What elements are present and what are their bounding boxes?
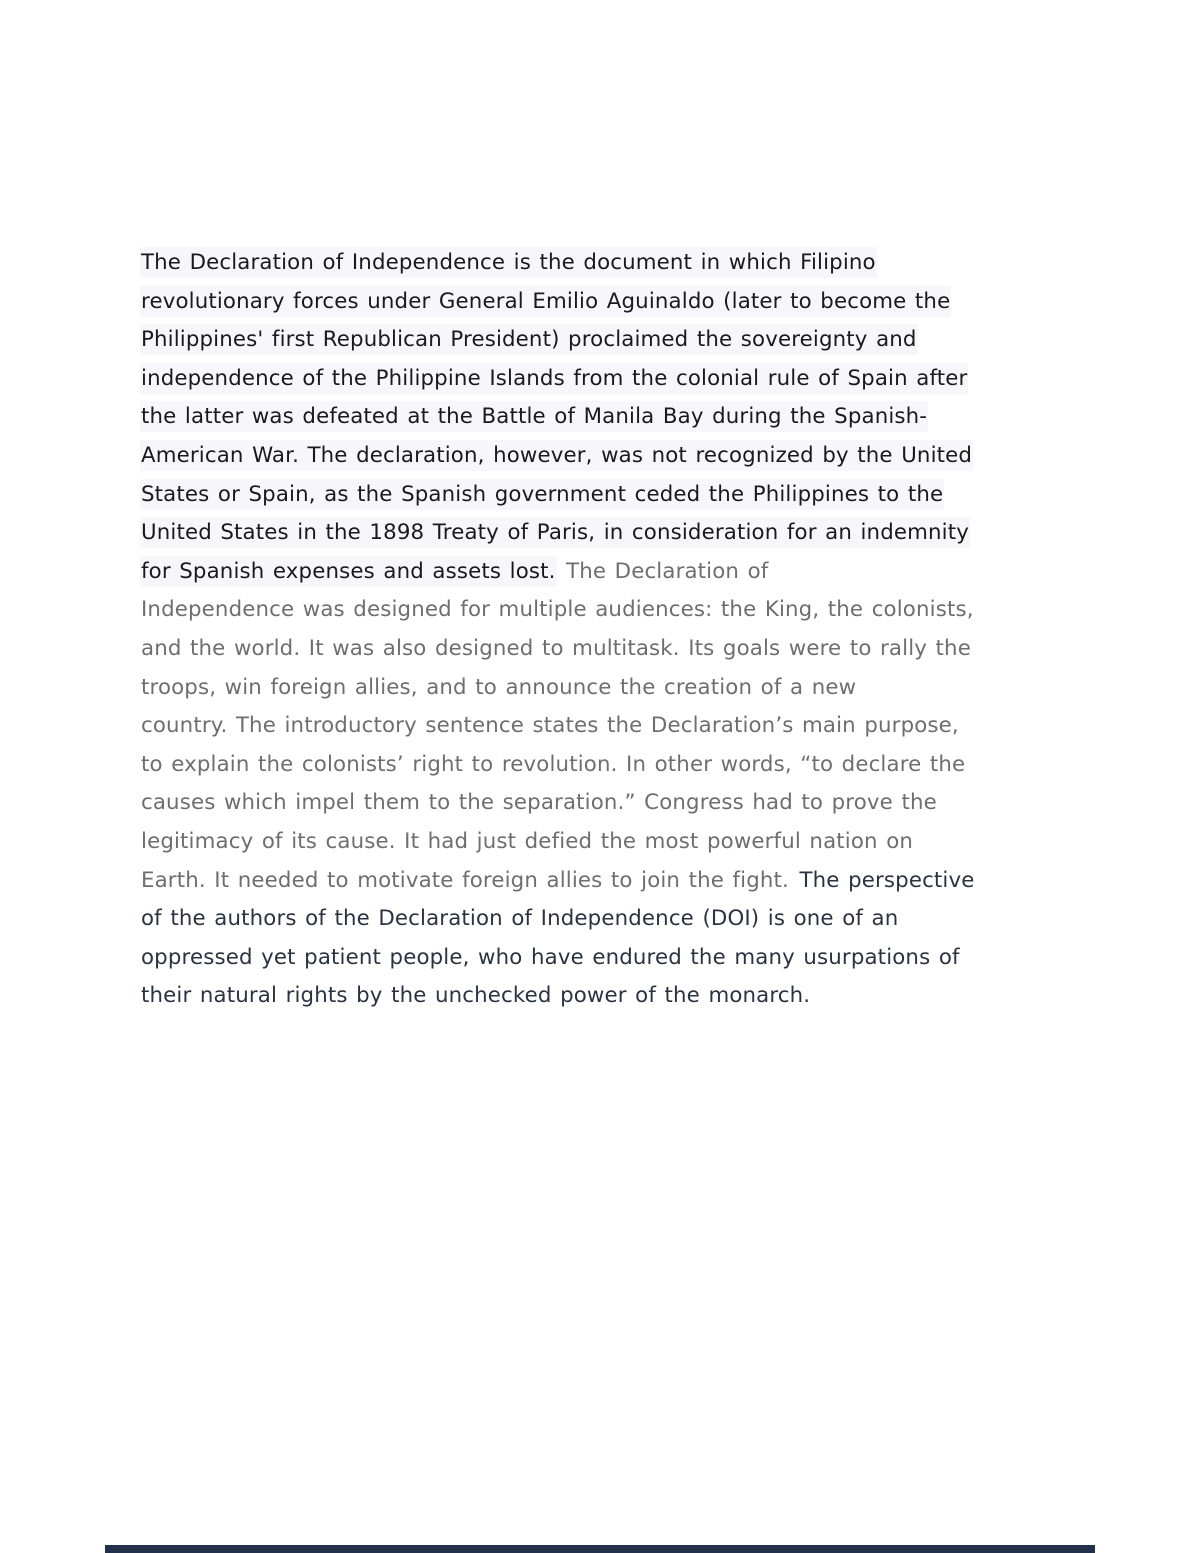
text-segment: Independence was designed for multiple audiences: the King, the colonists, xyxy=(141,597,974,623)
text-segment: Earth. It needed to motivate foreign allies to join the fight. xyxy=(141,867,789,893)
text-line xyxy=(140,977,1120,1016)
text-segment: their natural rights by the unchecked power of the monarch. xyxy=(141,983,811,1009)
text-segment: American War. The declaration, however, was not recognized by the United xyxy=(140,440,973,471)
text-line xyxy=(140,746,1120,785)
text-line xyxy=(140,784,1120,823)
text-line xyxy=(140,591,1120,630)
text-segment: causes which impel them to the separation.” Congress had to prove the xyxy=(141,790,937,816)
text-segment: oppressed yet patient people, who have endured the many usurpations of xyxy=(141,944,960,970)
text-line xyxy=(140,321,1120,360)
text-segment: The Declaration of xyxy=(557,558,769,584)
paragraph-block xyxy=(140,244,1120,1016)
text-segment: revolutionary forces under General Emilio Aguinaldo (later to become the xyxy=(140,286,951,317)
text-line xyxy=(140,476,1120,515)
text-line xyxy=(140,669,1120,708)
text-segment: and the world. It was also designed to multitask. Its goals were to rally the xyxy=(141,635,971,661)
text-line xyxy=(140,862,1120,901)
text-line xyxy=(140,437,1120,476)
text-segment: The Declaration of Independence is the document in which Filipino xyxy=(140,247,877,278)
text-segment: Philippines' first Republican President) proclaimed the sovereignty and xyxy=(140,324,918,355)
text-line xyxy=(140,900,1120,939)
text-line xyxy=(140,514,1120,553)
text-line xyxy=(140,823,1120,862)
text-segment: States or Spain, as the Spanish government ceded the Philippines to the xyxy=(140,479,944,510)
text-line xyxy=(140,283,1120,322)
text-segment: The perspective xyxy=(790,867,975,893)
text-segment: country. The introductory sentence states the Declaration’s main purpose, xyxy=(141,713,959,739)
text-line xyxy=(140,939,1120,978)
text-segment: troops, win foreign allies, and to announce the creation of a new xyxy=(141,674,857,700)
next-page-edge xyxy=(105,1545,1095,1553)
text-segment: the latter was defeated at the Battle of Manila Bay during the Spanish- xyxy=(140,401,928,432)
text-segment: legitimacy of its cause. It had just defied the most powerful nation on xyxy=(141,828,914,854)
text-line xyxy=(140,553,1120,592)
text-line xyxy=(140,360,1120,399)
text-segment: independence of the Philippine Islands from the colonial rule of Spain after xyxy=(140,363,968,394)
text-segment: for Spanish expenses and assets lost. xyxy=(140,556,557,587)
text-segment: of the authors of the Declaration of Independence (DOI) is one of an xyxy=(141,906,899,932)
text-line xyxy=(140,244,1120,283)
text-line xyxy=(140,707,1120,746)
text-segment: to explain the colonists’ right to revolution. In other words, “to declare the xyxy=(141,751,966,777)
text-segment: United States in the 1898 Treaty of Paris, in consideration for an indemnity xyxy=(140,517,970,548)
text-line xyxy=(140,398,1120,437)
text-line xyxy=(140,630,1120,669)
